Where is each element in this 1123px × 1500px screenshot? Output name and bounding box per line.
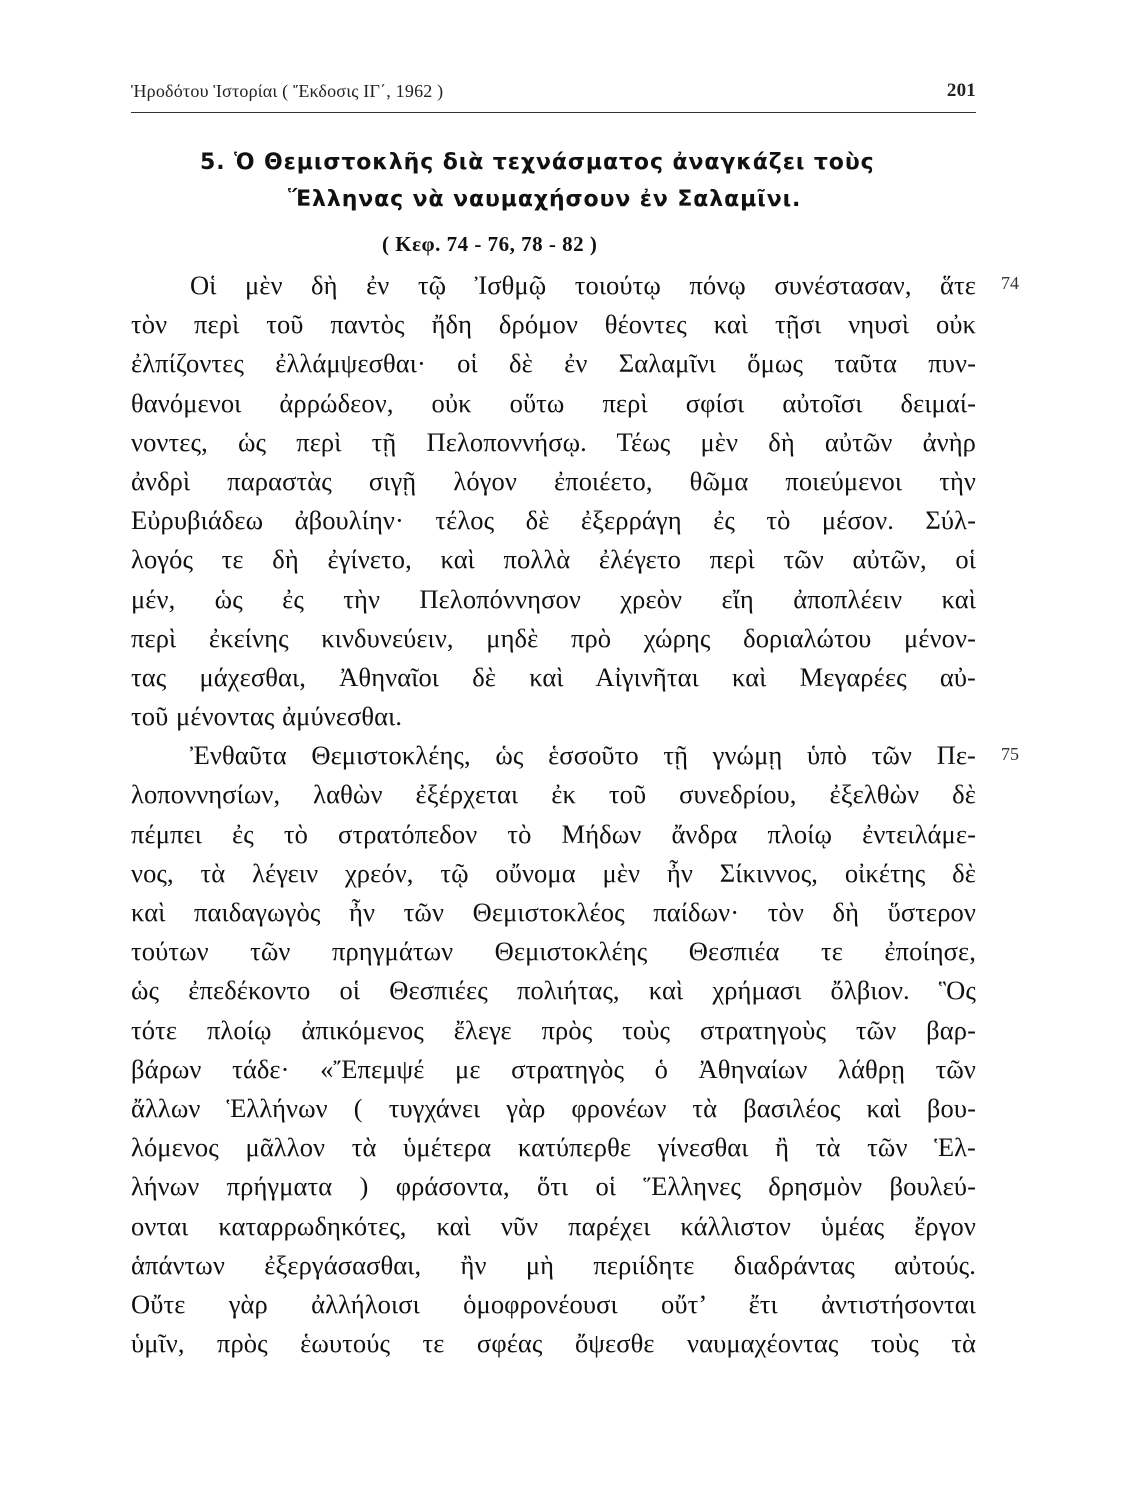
text-line: λόμενος μᾶλλον τὰ ὑμέτερα κατύπερθε γίνεσθαι ἢ τὰ τῶν Ἑλ- — [131, 1132, 976, 1163]
text-line: βάρων τάδε· «Ἔπεμψέ με στρατηγὸς ὁ Ἀθηναίων λάθρῃ τῶν — [131, 1053, 976, 1084]
text-line: ἐλπίζοντες ἐλλάμψεσθαι· οἱ δὲ ἐν Σαλαμῖνι ὅμως ταῦτα πυν- — [131, 348, 976, 379]
page-number: 201 — [946, 80, 976, 101]
text-line: τούτων τῶν πρηγμάτων Θεμιστοκλέης Θεσπιέα τε ἐποίησε, — [131, 936, 976, 967]
text-line: Εὐρυβιάδεω ἀβουλίην· τέλος δὲ ἐξερράγη ἐς τὸ μέσον. Σύλ- — [131, 505, 976, 536]
section-heading-line-2: Ἕλληνας νὰ ναυμαχήσουν ἐν Σαλαμῖνι. — [288, 187, 802, 212]
section-heading — [200, 144, 875, 218]
text-line: λήνων πρήγματα ) φράσοντα, ὅτι οἱ Ἕλληνες δρησμὸν βουλεύ- — [131, 1171, 976, 1202]
text-line: Ἐνθαῦτα Θεμιστοκλέης, ὡς ἑσσοῦτο τῇ γνώμῃ ὑπὸ τῶν Πε- — [190, 740, 976, 771]
text-line: πέμπει ἐς τὸ στρατόπεδον τὸ Μήδων ἄνδρα πλοίῳ ἐντειλάμε- — [131, 818, 976, 849]
text-line: ἁπάντων ἐξεργάσασθαι, ἢν μὴ περιίδητε διαδράντας αὐτούς. — [131, 1249, 976, 1280]
chapter-reference: ( Κεφ. 74 - 76, 78 - 82 ) — [382, 232, 598, 256]
margin-chapter-number: 75 — [1001, 744, 1019, 764]
text-line: νος, τὰ λέγειν χρεόν, τῷ οὔνομα μὲν ἦν Σίκιννος, οἰκέτης δὲ — [131, 857, 976, 888]
margin-chapter-number: 74 — [1001, 273, 1019, 293]
text-line: λοποννησίων, λαθὼν ἐξέρχεται ἐκ τοῦ συνεδρίου, ἐξελθὼν δὲ — [131, 779, 976, 810]
text-line: καὶ παιδαγωγὸς ἦν τῶν Θεμιστοκλέος παίδων· τὸν δὴ ὕστερον — [131, 897, 976, 927]
header-rule — [131, 112, 976, 113]
text-line: νοντες, ὡς περὶ τῇ Πελοποννήσῳ. Τέως μὲν δὴ αὐτῶν ἀνὴρ — [131, 426, 976, 457]
text-line: ἄλλων Ἑλλήνων ( τυγχάνει γὰρ φρονέων τὰ βασιλέος καὶ βου- — [131, 1092, 976, 1123]
text-line: τὸν περὶ τοῦ παντὸς ἤδη δρόμον θέοντες καὶ τῇσι νηυσὶ οὐκ — [131, 309, 976, 340]
body-text — [131, 266, 976, 1363]
text-line: Οὔτε γὰρ ἀλλήλοισι ὁμοφρονέουσι οὔτ’ ἔτι ἀντιστήσονται — [131, 1288, 976, 1319]
text-line: ἀνδρὶ παραστὰς σιγῇ λόγον ἐποιέετο, θῶμα ποιεύμενοι τὴν — [131, 465, 976, 496]
text-line: περὶ ἐκείνης κινδυνεύειν, μηδὲ πρὸ χώρης δοριαλώτου μένον- — [131, 622, 976, 653]
text-line: τας μάχεσθαι, Ἀθηναῖοι δὲ καὶ Αἰγινῆται καὶ Μεγαρέες αὐ- — [131, 661, 976, 692]
section-heading-line-1: 5. Ὁ Θεμιστοκλῆς διὰ τεχνάσματος ἀναγκάζει τοὺς — [200, 150, 875, 175]
text-line: ὡς ἐπεδέκοντο οἱ Θεσπιέες πολιήτας, καὶ χρήμασι ὄλβιον. Ὃς — [131, 975, 976, 1006]
text-line: τοῦ μένοντας ἀμύνεσθαι. — [131, 701, 403, 732]
text-line: ονται καταρρωδηκότες, καὶ νῦν παρέχει κάλλιστον ὑμέας ἔργον — [131, 1210, 976, 1241]
text-line: μέν, ὡς ἐς τὴν Πελοπόννησον χρεὸν εἴη ἀποπλέειν καὶ — [131, 583, 976, 614]
text-line: ὑμῖν, πρὸς ἑωυτούς τε σφέας ὄψεσθε ναυμαχέοντας τοὺς τὰ — [131, 1328, 976, 1359]
text-line: θανόμενοι ἀρρώδεον, οὐκ οὕτω περὶ σφίσι αὐτοῖσι δειμαί- — [131, 387, 976, 418]
running-head — [131, 76, 976, 106]
text-line: τότε πλοίῳ ἀπικόμενος ἔλεγε πρὸς τοὺς στρατηγοὺς τῶν βαρ- — [131, 1014, 976, 1045]
text-line: Οἱ μὲν δὴ ἐν τῷ Ἰσθμῷ τοιούτῳ πόνῳ συνέστασαν, ἅτε — [190, 270, 976, 300]
running-title: Ἡροδότου Ἱστορίαι ( Ἔκδοσις ΙΓ΄, 1962 ) — [131, 81, 444, 101]
text-line: λογός τε δὴ ἐγίνετο, καὶ πολλὰ ἐλέγετο περὶ τῶν αὐτῶν, οἱ — [131, 544, 976, 575]
